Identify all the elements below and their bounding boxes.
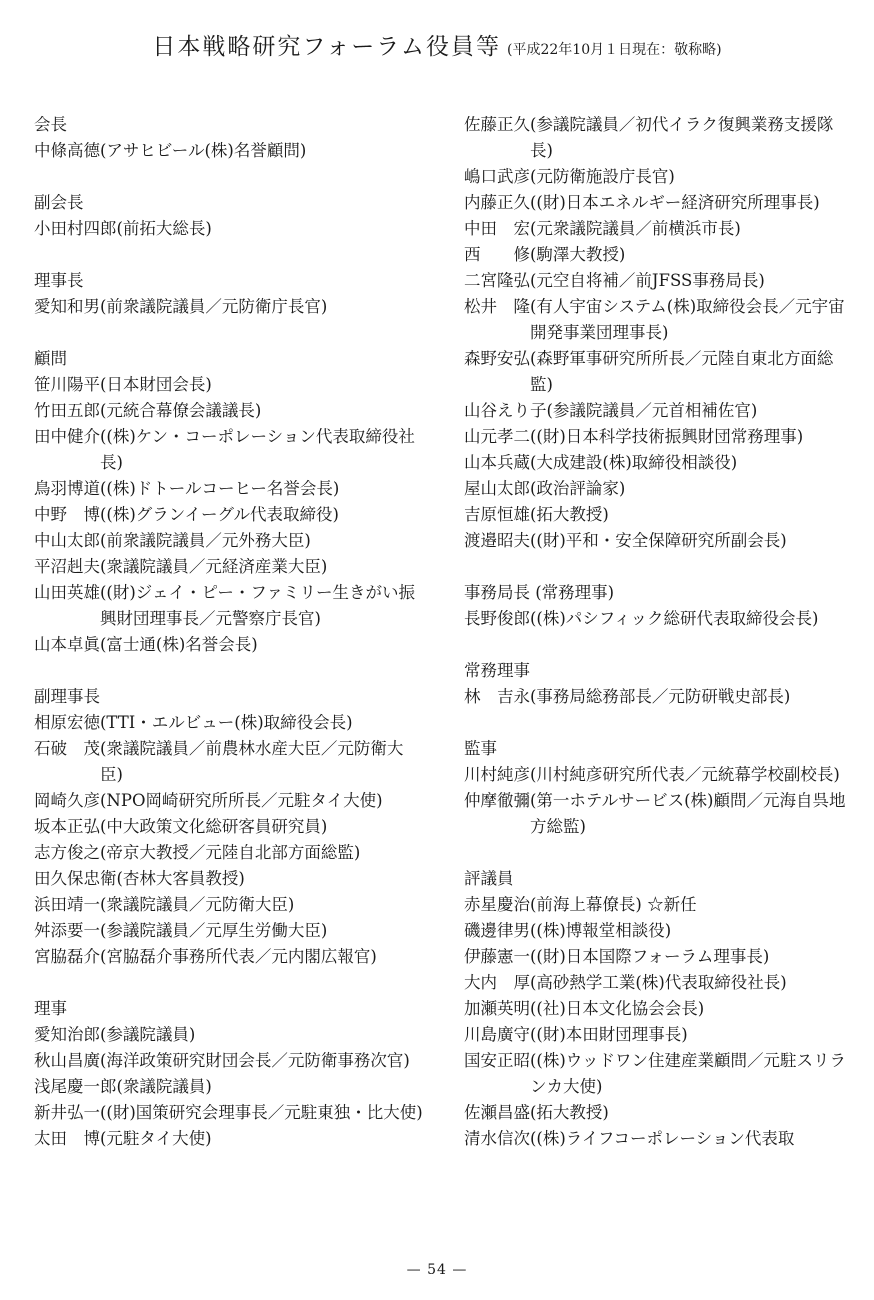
officer-role: ((財)国策研究会理事長／元駐東独・比大使) [100,1103,423,1122]
officer-role: ((財)日本エネルギー経済研究所理事長) [530,193,820,212]
officer-name: 平沼赳夫 [34,557,100,576]
officer-name: 鳥羽博道 [34,479,100,498]
officer-entry [34,632,426,658]
officer-role: (衆議院議員／元防衛大臣) [100,895,295,914]
page-subtitle: (平成22年10月１日現在：敬称略) [507,42,722,58]
officer-name: 宮脇磊介 [34,947,100,966]
officer-entry [464,346,848,398]
officer-name: 岡崎久彦 [34,791,100,810]
officer-role: (元防衛施設庁長官) [530,167,675,186]
officer-role: ((株)ウッドワン住建産業顧問／元駐スリランカ大使) [530,1051,846,1096]
officer-name: 屋山太郎 [464,479,530,498]
officer-entry [464,892,848,918]
officer-name: 林 吉永 [464,687,530,706]
officer-entry [34,476,426,502]
officer-name: 西 修 [464,245,530,264]
officer-entry [34,138,426,164]
officer-entry [464,112,848,164]
officer-entry [464,476,848,502]
officer-section [34,268,426,320]
section-title: 理事長 [34,271,84,290]
officer-role: (帝京大教授／元陸自北部方面総監) [100,843,361,862]
officer-entry [464,242,848,268]
officer-entry [34,710,426,736]
officer-role: (大成建設(株)取締役相談役) [530,453,738,472]
officer-role: (衆議院議員) [116,1077,212,1096]
officer-name: 加瀬英明 [464,999,530,1018]
officer-name: 山田英雄 [34,583,100,602]
officer-name: 田久保忠衛 [34,869,117,888]
officer-role: (杏林大客員教授) [116,869,245,888]
officer-name: 仲摩徹彌 [464,791,530,810]
officer-name: 山本兵蔵 [464,453,530,472]
officer-role: (元衆議院議員／前横浜市長) [530,219,741,238]
officer-entry [464,190,848,216]
officer-section [464,736,848,840]
page-title-text: 日本戦略研究フォーラム役員等 [152,34,502,60]
officer-role: ((株)ケン・コーポレーション代表取締役社長) [100,427,415,472]
officer-role: (NPO岡崎研究所所長／元駐タイ大使) [100,791,383,810]
officer-role: (アサヒビール(株)名誉顧問) [100,141,307,160]
officer-entry [464,164,848,190]
officer-section [34,996,426,1152]
officer-role: (前衆議院議員／元防衛庁長官) [100,297,328,316]
officer-section [464,658,848,710]
officer-name: 浜田靖一 [34,895,100,914]
section-title: 常務理事 [464,661,530,680]
officer-role: (参議院議員／元厚生労働大臣) [100,921,328,940]
officer-entry [34,840,426,866]
officer-section [464,580,848,632]
officer-role: (川村純彦研究所代表／元統幕学校副校長) [530,765,840,784]
officer-role: (前拓大総長) [116,219,212,238]
officer-entry [464,918,848,944]
officer-name: 伊藤憲一 [464,947,530,966]
officer-name: 長野俊郎 [464,609,530,628]
officer-entry [464,1022,848,1048]
officer-role: ((株)ドトールコーヒー名誉会長) [100,479,340,498]
officer-name: 国安正昭 [464,1051,530,1070]
officer-entry [34,528,426,554]
officer-entry [34,918,426,944]
officer-entry [464,762,848,788]
section-title: 評議員 [464,869,514,888]
officer-name: 小田村四郎 [34,219,117,238]
officer-name: 舛添要一 [34,921,100,940]
officer-entry [464,216,848,242]
officer-name: 石破 茂 [34,739,100,758]
officer-role: (森野軍事研究所所長／元陸自東北方面総監) [530,349,834,394]
officer-name: 中田 宏 [464,219,530,238]
officer-role: (衆議院議員／元経済産業大臣) [100,557,328,576]
officer-entry [34,502,426,528]
officer-role: (参議院議員／初代イラク復興業務支援隊長) [530,115,834,160]
officer-name: 川島廣守 [464,1025,530,1044]
officer-entry [464,424,848,450]
officer-entry [464,996,848,1022]
officer-role: ((株)博報堂相談役) [530,921,672,940]
officer-entry [34,554,426,580]
officer-entry [464,268,848,294]
officer-entry [464,606,848,632]
officer-entry [34,814,426,840]
officer-name: 山元孝二 [464,427,530,446]
officer-entry [464,450,848,476]
section-title: 監事 [464,739,497,758]
officer-entry [464,1100,848,1126]
officer-role: (参議院議員／元首相補佐官) [546,401,758,420]
officer-name: 渡邉昭夫 [464,531,530,550]
officer-entry [464,1048,848,1100]
officer-entry [464,528,848,554]
officer-role: (日本財団会長) [100,375,212,394]
officer-entry [34,866,426,892]
officer-entry [34,424,426,476]
officer-name: 田中健介 [34,427,100,446]
officer-entry [464,970,848,996]
officer-name: 坂本正弘 [34,817,100,836]
officer-entry [34,1022,426,1048]
section-title: 顧問 [34,349,67,368]
officer-role: (第一ホテルサービス(株)顧問／元海自呉地方総監) [530,791,846,836]
officer-entry [464,502,848,528]
left-column [34,112,426,1152]
officer-entry [34,1074,426,1100]
section-title: 副会長 [34,193,84,212]
officer-name: 吉原恒雄 [464,505,530,524]
officer-role: (中大政策文化総研客員研究員) [100,817,328,836]
officer-section [464,866,848,1152]
officer-name: 中山太郎 [34,531,100,550]
officer-role: ((財)平和・安全保障研究所副会長) [530,531,787,550]
officer-name: 森野安弘 [464,349,530,368]
section-title: 理事 [34,999,67,1018]
officer-role: (前海上幕僚長) ☆新任 [530,895,697,914]
officer-role: (拓大教授) [530,1103,609,1122]
officer-entry [464,1126,848,1152]
officer-name: 清水信次 [464,1129,530,1148]
officer-entry [34,398,426,424]
officer-role: (宮脇磊介事務所代表／元内閣広報官) [100,947,377,966]
officer-role: (富士通(株)名誉会長) [100,635,258,654]
officer-role: (参議院議員) [100,1025,196,1044]
officer-name: 中野 博 [34,505,100,524]
officer-name: 大内 厚 [464,973,530,992]
officer-role: (政治評論家) [530,479,626,498]
officer-name: 浅尾慶一郎 [34,1077,117,1096]
officer-role: (高砂熱学工業(株)代表取締役社長) [530,973,787,992]
officer-role: (前衆議院議員／元外務大臣) [100,531,311,550]
officer-section [464,112,848,554]
section-title: 副理事長 [34,687,100,706]
officer-role: ((社)日本文化協会会長) [530,999,705,1018]
officer-role: ((財)本田財団理事長) [530,1025,688,1044]
officer-entry [464,398,848,424]
officer-role: (TTI・エルビュー(株)取締役会長) [100,713,353,732]
officer-name: 秋山昌廣 [34,1051,100,1070]
officer-name: 山谷えり子 [464,401,547,420]
officer-name: 赤星慶治 [464,895,530,914]
officer-role: (元駐タイ大使) [100,1129,212,1148]
officer-entry [464,944,848,970]
officer-name: 磯邊律男 [464,921,530,940]
officer-role: (拓大教授) [530,505,609,524]
officer-role: (海洋政策研究財団会長／元防衛事務次官) [100,1051,410,1070]
officer-role: (衆議院議員／前農林水産大臣／元防衛大臣) [100,739,404,784]
officer-name: 佐瀬昌盛 [464,1103,530,1122]
officer-entry [464,294,848,346]
officer-name: 新井弘一 [34,1103,100,1122]
officer-name: 嶋口武彦 [464,167,530,186]
officer-role: ((財)日本国際フォーラム理事長) [530,947,770,966]
officer-role: ((株)パシフィック総研代表取締役会長) [530,609,819,628]
officer-name: 笹川陽平 [34,375,100,394]
officer-role: (元空自将補／前JFSS事務局長) [530,271,765,290]
officer-entry [34,580,426,632]
officer-name: 川村純彦 [464,765,530,784]
officer-name: 愛知治郎 [34,1025,100,1044]
section-title: 事務局長 (常務理事) [464,583,615,602]
officer-name: 中條高德 [34,141,100,160]
officer-role: ((財)日本科学技術振興財団常務理事) [530,427,804,446]
officer-name: 松井 隆 [464,297,530,316]
officer-entry [464,788,848,840]
officer-entry [34,892,426,918]
officer-section [34,112,426,164]
officer-entry [34,1048,426,1074]
officer-name: 志方俊之 [34,843,100,862]
officer-section [34,190,426,242]
officer-section [34,346,426,658]
officer-entry [34,216,426,242]
officer-name: 竹田五郎 [34,401,100,420]
officer-name: 太田 博 [34,1129,100,1148]
officer-role: (有人宇宙システム(株)取締役会長／元宇宙開発事業団理事長) [530,297,845,342]
right-column [464,112,848,1152]
officer-section [34,684,426,970]
officer-role: (元統合幕僚会議議長) [100,401,262,420]
officer-entry [34,294,426,320]
officer-entry [34,1100,426,1126]
officer-name: 山本卓眞 [34,635,100,654]
officer-name: 二宮隆弘 [464,271,530,290]
officer-entry [34,372,426,398]
officer-name: 相原宏徳 [34,713,100,732]
officer-role: ((財)ジェイ・ピー・ファミリー生きがい振興財団理事長／元警察庁長官) [100,583,415,628]
officer-name: 愛知和男 [34,297,100,316]
officer-name: 内藤正久 [464,193,530,212]
officer-entry [34,1126,426,1152]
officer-entry [34,736,426,788]
officer-role: (駒澤大教授) [530,245,626,264]
officer-role: ((株)グランイーグル代表取締役) [100,505,339,524]
officer-entry [34,788,426,814]
officer-name: 佐藤正久 [464,115,530,134]
officer-entry [464,684,848,710]
page-number: — 54 — [406,1262,468,1278]
officer-role: (事務局総務部長／元防研戦史部長) [530,687,791,706]
officer-role: ((株)ライフコーポレーション代表取 [530,1129,795,1148]
section-title: 会長 [34,115,67,134]
officer-entry [34,944,426,970]
page-title [0,28,874,61]
